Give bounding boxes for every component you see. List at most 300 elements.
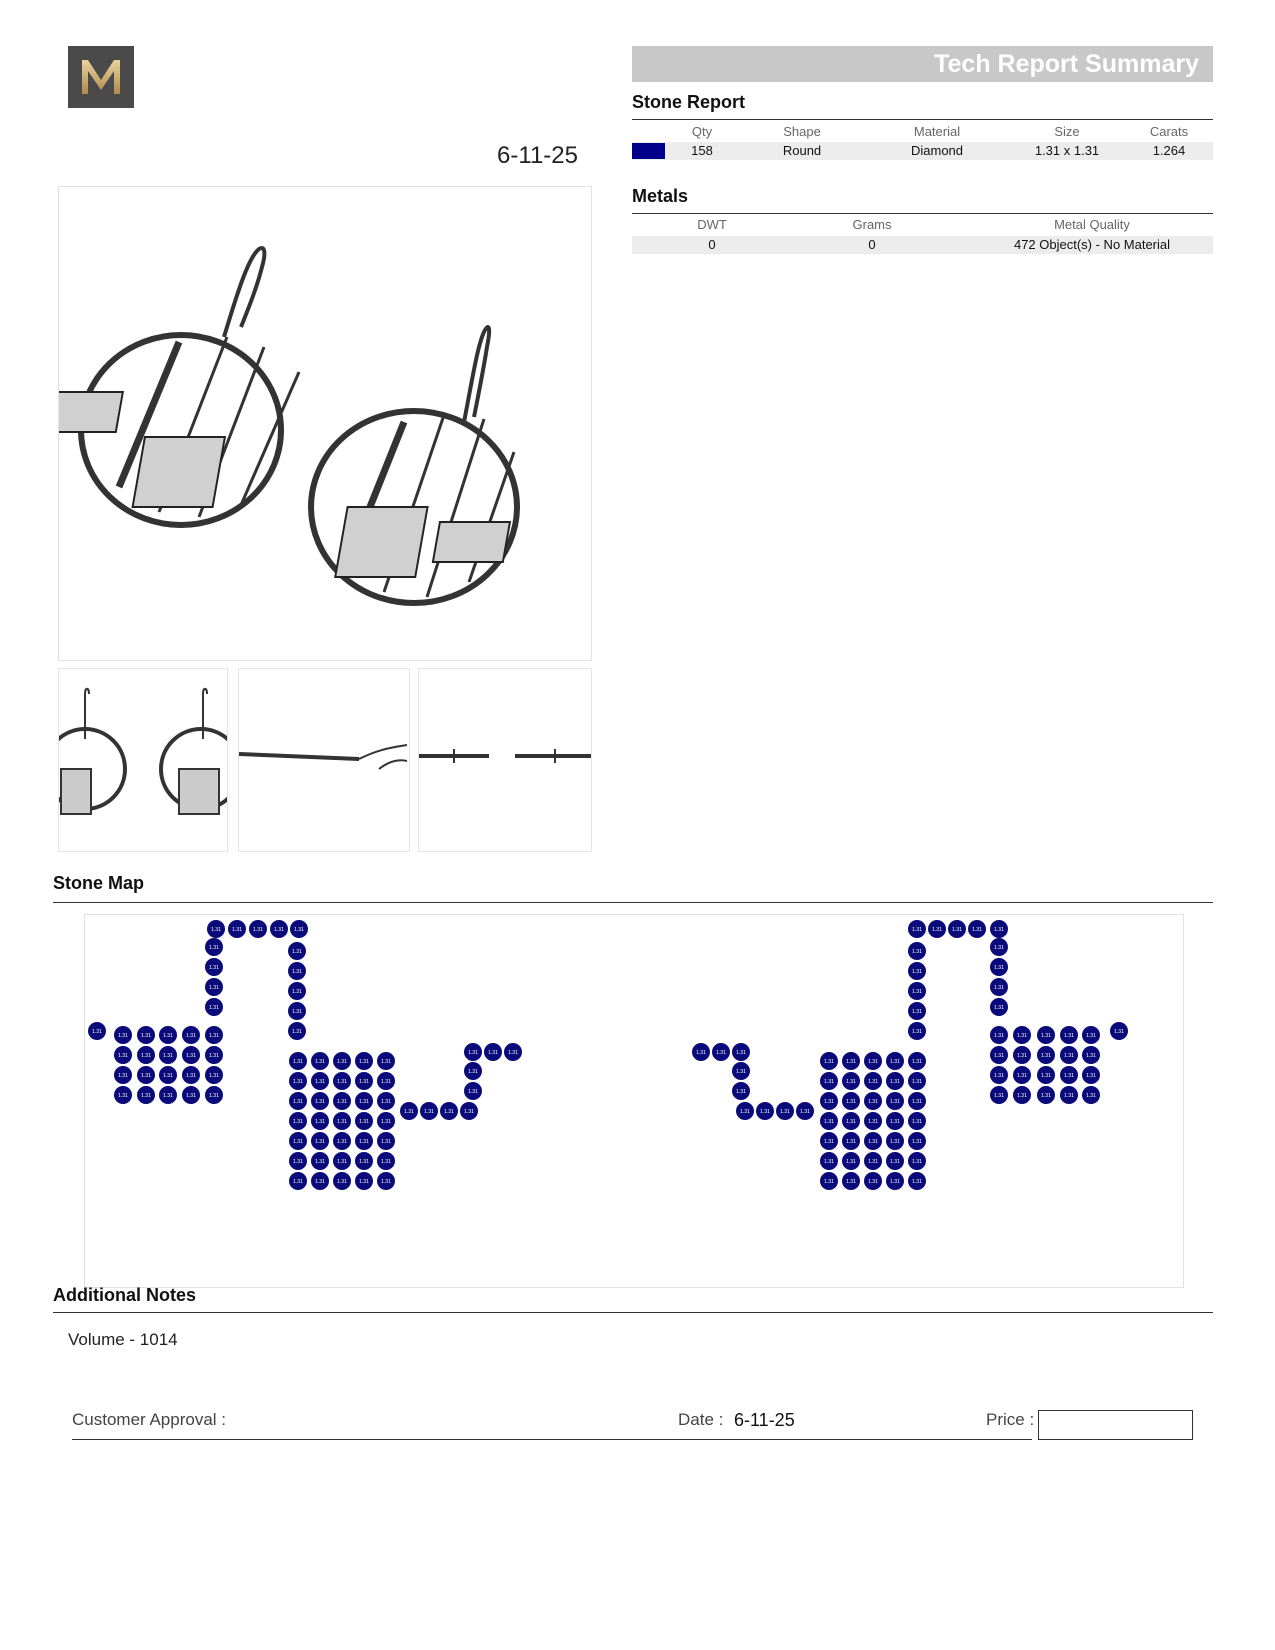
thumbnail-top-view[interactable]	[418, 668, 592, 852]
stone-size-label: 1.31	[508, 1050, 518, 1056]
stone-dot	[842, 1172, 860, 1190]
stone-dot	[182, 1046, 200, 1064]
stone-size-label: 1.31	[488, 1050, 498, 1056]
stone-dot	[776, 1102, 794, 1120]
stone-dot	[333, 1172, 351, 1190]
stone-dot	[355, 1112, 373, 1130]
stone-dot	[205, 1066, 223, 1084]
stone-size-label: 1.31	[292, 1009, 302, 1015]
stone-dot	[377, 1072, 395, 1090]
stone-dot	[333, 1092, 351, 1110]
stone-dot	[377, 1132, 395, 1150]
stone-dot	[864, 1132, 882, 1150]
stone-dot	[205, 978, 223, 996]
stone-dot	[377, 1092, 395, 1110]
stone-dot	[948, 920, 966, 938]
stone-size-label: 1.31	[912, 1159, 922, 1165]
stone-size-label: 1.31	[912, 1119, 922, 1125]
stone-size-label: 1.31	[994, 927, 1004, 933]
stone-size-label: 1.31	[163, 1093, 173, 1099]
stone-size-label: 1.31	[824, 1179, 834, 1185]
stone-size-label: 1.31	[952, 927, 962, 933]
stone-size-label: 1.31	[912, 1079, 922, 1085]
stone-dot	[842, 1052, 860, 1070]
stone-dot	[460, 1102, 478, 1120]
stone-dot	[864, 1072, 882, 1090]
stone-dot	[908, 1132, 926, 1150]
metals-header-row	[632, 217, 1213, 233]
stone-dot	[928, 920, 946, 938]
stone-size-label: 1.31	[293, 1079, 303, 1085]
stone-size-label: 1.31	[359, 1079, 369, 1085]
stone-size-label: 1.31	[293, 1139, 303, 1145]
stone-dot	[288, 1002, 306, 1020]
stone-size-label: 1.31	[824, 1139, 834, 1145]
stone-size-label: 1.31	[1086, 1053, 1096, 1059]
stone-size-label: 1.31	[1086, 1073, 1096, 1079]
notes-text: Volume - 1014	[68, 1330, 178, 1349]
stone-size-label: 1.31	[716, 1050, 726, 1056]
metal-quality: 472 Object(s) - No Material	[1013, 237, 1171, 252]
stone-size-label: 1.31	[464, 1109, 474, 1115]
notes-rule	[53, 1312, 1213, 1313]
stone-dot	[205, 1026, 223, 1044]
stone-report-row	[632, 142, 1213, 160]
stone-size-label: 1.31	[292, 949, 302, 955]
stone-size-label: 1.31	[912, 1059, 922, 1065]
stone-dot	[355, 1132, 373, 1150]
thumbnail-side-view[interactable]	[238, 668, 410, 852]
stone-dot	[311, 1052, 329, 1070]
approval-date-label: Date :	[678, 1410, 724, 1429]
stone-dot	[377, 1172, 395, 1190]
stone-size-label: 1.31	[209, 945, 219, 951]
stone-dot	[1060, 1046, 1078, 1064]
stone-dot	[820, 1052, 838, 1070]
title-bar	[632, 46, 1213, 82]
stone-dot	[464, 1082, 482, 1100]
stone-dot	[732, 1043, 750, 1061]
stone-size-label: 1.31	[1017, 1053, 1027, 1059]
stone-size-label: 1.31	[994, 1093, 1004, 1099]
stone-size-label: 1.31	[315, 1079, 325, 1085]
stone-dot	[289, 1092, 307, 1110]
stone-dot	[820, 1152, 838, 1170]
main-product-view	[58, 186, 592, 661]
stone-dot	[990, 1086, 1008, 1104]
stone-dot	[1037, 1046, 1055, 1064]
stone-dot	[289, 1072, 307, 1090]
stone-size-label: 1.31	[1064, 1093, 1074, 1099]
stone-dot	[842, 1132, 860, 1150]
stone-size-label: 1.31	[868, 1079, 878, 1085]
stone-dot	[1082, 1026, 1100, 1044]
stone-dot	[886, 1092, 904, 1110]
stone-size-label: 1.31	[163, 1053, 173, 1059]
stone-carats: 1.264	[1152, 143, 1186, 158]
stone-size-label: 1.31	[209, 1073, 219, 1079]
stone-dot	[464, 1062, 482, 1080]
stone-size-label: 1.31	[141, 1073, 151, 1079]
stone-dot	[182, 1066, 200, 1084]
stone-dot	[228, 920, 246, 938]
company-logo	[68, 46, 134, 108]
stone-size-label: 1.31	[846, 1079, 856, 1085]
stone-size-label: 1.31	[163, 1073, 173, 1079]
stone-size-label: 1.31	[359, 1119, 369, 1125]
stone-size-label: 1.31	[912, 1139, 922, 1145]
stone-size-label: 1.31	[780, 1109, 790, 1115]
stone-dot	[842, 1072, 860, 1090]
thumb-side-render	[239, 669, 409, 851]
stone-dot	[355, 1092, 373, 1110]
stone-dot	[333, 1152, 351, 1170]
stone-qty: 158	[691, 143, 713, 158]
stone-size-label: 1.31	[232, 927, 242, 933]
stone-dot	[333, 1052, 351, 1070]
stone-size-label: 1.31	[293, 1099, 303, 1105]
stone-dot	[355, 1072, 373, 1090]
metals-row	[632, 236, 1213, 254]
stone-dot	[990, 998, 1008, 1016]
stone-size-label: 1.31	[912, 1099, 922, 1105]
stone-size-label: 1.31	[846, 1059, 856, 1065]
stone-dot	[842, 1152, 860, 1170]
stone-dot	[990, 920, 1008, 938]
stone-size-label: 1.31	[315, 1179, 325, 1185]
stone-dot	[820, 1072, 838, 1090]
stone-dot	[289, 1132, 307, 1150]
stone-dot	[886, 1172, 904, 1190]
thumb-top-render	[419, 669, 591, 851]
stone-dot	[864, 1152, 882, 1170]
stone-size-label: 1.31	[424, 1109, 434, 1115]
stone-material: Diamond	[910, 143, 964, 158]
stone-dot	[464, 1043, 482, 1061]
stone-dot	[355, 1052, 373, 1070]
stone-size-label: 1.31	[315, 1119, 325, 1125]
stone-size-label: 1.31	[381, 1179, 391, 1185]
stone-size-label: 1.31	[315, 1139, 325, 1145]
stone-size-label: 1.31	[1114, 1029, 1124, 1035]
stone-size-label: 1.31	[994, 1053, 1004, 1059]
stone-size-label: 1.31	[890, 1119, 900, 1125]
stone-dot	[864, 1172, 882, 1190]
stone-dot	[1082, 1086, 1100, 1104]
stone-dot	[908, 1112, 926, 1130]
stone-size-label: 1.31	[274, 927, 284, 933]
stone-size-label: 1.31	[868, 1159, 878, 1165]
approval-date-value: 6-11-25	[734, 1410, 795, 1430]
stone-size-label: 1.31	[1041, 1053, 1051, 1059]
stone-dot	[1037, 1066, 1055, 1084]
stone-size-label: 1.31	[186, 1053, 196, 1059]
stone-size-label: 1.31	[736, 1089, 746, 1095]
stone-dot	[205, 938, 223, 956]
stone-size-label: 1.31	[696, 1050, 706, 1056]
stone-dot	[288, 962, 306, 980]
stone-dot	[182, 1026, 200, 1044]
stone-dot	[88, 1022, 106, 1040]
stone-dot	[908, 1172, 926, 1190]
stone-dot	[311, 1132, 329, 1150]
stone-size-label: 1.31	[292, 1029, 302, 1035]
stone-size-label: 1.31	[890, 1059, 900, 1065]
stone-dot	[504, 1043, 522, 1061]
stone-size-label: 1.31	[404, 1109, 414, 1115]
stone-dot	[842, 1112, 860, 1130]
stone-dot	[207, 920, 225, 938]
stone-size-label: 1.31	[315, 1159, 325, 1165]
stone-dot	[400, 1102, 418, 1120]
col-carats: Carats	[1149, 124, 1189, 139]
document-date: 6-11-25	[497, 142, 578, 169]
stone-dot	[1060, 1086, 1078, 1104]
stone-size-label: 1.31	[337, 1139, 347, 1145]
stone-size-label: 1.31	[824, 1119, 834, 1125]
stone-size-label: 1.31	[337, 1119, 347, 1125]
stone-map-diagram	[85, 915, 1183, 1287]
stone-dot	[1013, 1046, 1031, 1064]
stone-size-label: 1.31	[1086, 1033, 1096, 1039]
stone-size-label: 1.31	[209, 1005, 219, 1011]
stone-size-label: 1.31	[315, 1059, 325, 1065]
stone-size-label: 1.31	[163, 1033, 173, 1039]
stone-size-label: 1.31	[890, 1179, 900, 1185]
col-qty: Qty	[691, 124, 713, 139]
stone-size-label: 1.31	[994, 985, 1004, 991]
stone-size-label: 1.31	[1017, 1093, 1027, 1099]
stone-size-label: 1.31	[293, 1159, 303, 1165]
stone-dot	[205, 1046, 223, 1064]
stone-dot	[137, 1086, 155, 1104]
stone-size-label: 1.31	[890, 1099, 900, 1105]
stone-size-label: 1.31	[890, 1139, 900, 1145]
metals-rule	[632, 213, 1213, 214]
stone-dot	[990, 958, 1008, 976]
stone-dot	[249, 920, 267, 938]
col-dwt: DWT	[697, 217, 727, 232]
stone-map-heading: Stone Map	[53, 873, 145, 893]
stone-dot	[182, 1086, 200, 1104]
stone-size-label: 1.31	[1041, 1073, 1051, 1079]
stone-size-label: 1.31	[209, 1033, 219, 1039]
stone-dot	[114, 1086, 132, 1104]
stone-size-label: 1.31	[468, 1089, 478, 1095]
stone-dot	[712, 1043, 730, 1061]
stone-size-label: 1.31	[337, 1179, 347, 1185]
stone-size-label: 1.31	[359, 1139, 369, 1145]
stone-report-rule	[632, 119, 1213, 120]
stone-size-label: 1.31	[186, 1093, 196, 1099]
col-grams: Grams	[852, 217, 892, 232]
stone-dot	[820, 1092, 838, 1110]
stone-dot	[908, 1092, 926, 1110]
stone-dot	[333, 1072, 351, 1090]
stone-size-label: 1.31	[359, 1179, 369, 1185]
stone-dot	[1013, 1026, 1031, 1044]
stone-size-label: 1.31	[846, 1119, 856, 1125]
stone-dot	[736, 1102, 754, 1120]
stone-size-label: 1.31	[209, 1053, 219, 1059]
stone-size-label: 1.31	[846, 1159, 856, 1165]
stone-size-label: 1.31	[994, 945, 1004, 951]
stone-dot	[114, 1066, 132, 1084]
stone-size-label: 1.31	[1041, 1093, 1051, 1099]
stone-size-label: 1.31	[1017, 1073, 1027, 1079]
stone-size-label: 1.31	[912, 1009, 922, 1015]
stone-size-label: 1.31	[337, 1079, 347, 1085]
stone-size-label: 1.31	[381, 1059, 391, 1065]
stone-size-label: 1.31	[1017, 1033, 1027, 1039]
stone-size-label: 1.31	[337, 1059, 347, 1065]
stone-size-label: 1.31	[912, 949, 922, 955]
stone-dot	[908, 920, 926, 938]
stone-map-rule	[53, 902, 1213, 903]
stone-size-label: 1.31	[912, 1029, 922, 1035]
stone-report-header-row	[632, 124, 1213, 140]
stone-size-label: 1.31	[846, 1139, 856, 1145]
stone-size-label: 1.31	[932, 927, 942, 933]
stone-dot	[990, 1066, 1008, 1084]
stone-size-label: 1.31	[293, 1119, 303, 1125]
stone-size-label: 1.31	[994, 1073, 1004, 1079]
stone-size-label: 1.31	[846, 1179, 856, 1185]
stone-size-label: 1.31	[381, 1159, 391, 1165]
stone-dot	[159, 1066, 177, 1084]
earrings-render	[59, 187, 591, 660]
stone-size-label: 1.31	[890, 1159, 900, 1165]
stone-size-label: 1.31	[468, 1050, 478, 1056]
stone-dot	[311, 1172, 329, 1190]
approval-signature-line[interactable]	[72, 1439, 1032, 1440]
stone-size-label: 1.31	[141, 1033, 151, 1039]
stone-dot	[159, 1086, 177, 1104]
stone-size-label: 1.31	[890, 1079, 900, 1085]
price-label: Price :	[986, 1410, 1035, 1429]
stone-dot	[820, 1132, 838, 1150]
stone-dot	[288, 1022, 306, 1040]
stone-size-label: 1.31	[209, 985, 219, 991]
stone-size-label: 1.31	[381, 1079, 391, 1085]
stone-dot	[288, 982, 306, 1000]
stone-dot	[290, 920, 308, 938]
stone-dot	[159, 1046, 177, 1064]
price-input[interactable]	[1038, 1410, 1193, 1440]
stone-size-label: 1.31	[868, 1179, 878, 1185]
stone-dot	[1037, 1026, 1055, 1044]
stone-size-label: 1.31	[972, 927, 982, 933]
stone-dot	[289, 1112, 307, 1130]
stone-dot	[311, 1092, 329, 1110]
stone-size: 1.31 x 1.31	[1034, 143, 1100, 158]
stone-size-label: 1.31	[337, 1159, 347, 1165]
stone-size-label: 1.31	[118, 1093, 128, 1099]
stone-dot	[886, 1112, 904, 1130]
stone-size-label: 1.31	[1064, 1073, 1074, 1079]
stone-dot	[908, 962, 926, 980]
stone-dot	[886, 1072, 904, 1090]
stone-dot	[864, 1112, 882, 1130]
stone-size-label: 1.31	[1086, 1093, 1096, 1099]
stone-size-label: 1.31	[760, 1109, 770, 1115]
stone-size-label: 1.31	[118, 1053, 128, 1059]
stone-dot	[732, 1062, 750, 1080]
stone-size-label: 1.31	[912, 989, 922, 995]
metal-grams: 0	[868, 237, 876, 252]
stone-size-label: 1.31	[294, 927, 304, 933]
stone-dot	[377, 1152, 395, 1170]
stone-dot	[440, 1102, 458, 1120]
stone-map-canvas	[84, 914, 1184, 1288]
stone-dot	[377, 1052, 395, 1070]
stone-dot	[1060, 1066, 1078, 1084]
stone-dot	[289, 1152, 307, 1170]
stone-size-label: 1.31	[315, 1099, 325, 1105]
stone-size-label: 1.31	[118, 1073, 128, 1079]
stone-dot	[908, 982, 926, 1000]
stone-size-label: 1.31	[868, 1059, 878, 1065]
stone-size-label: 1.31	[1064, 1053, 1074, 1059]
stone-size-label: 1.31	[824, 1099, 834, 1105]
stone-dot	[484, 1043, 502, 1061]
stone-size-label: 1.31	[293, 1059, 303, 1065]
thumbnail-front-view[interactable]	[58, 668, 228, 852]
stone-size-label: 1.31	[468, 1069, 478, 1075]
stone-dot	[864, 1052, 882, 1070]
stone-size-label: 1.31	[994, 965, 1004, 971]
metal-dwt: 0	[708, 237, 716, 252]
stone-size-label: 1.31	[211, 927, 221, 933]
additional-notes-heading: Additional Notes	[53, 1285, 196, 1305]
stone-dot	[990, 938, 1008, 956]
stone-dot	[908, 1152, 926, 1170]
stone-dot	[908, 1022, 926, 1040]
stone-dot	[990, 1026, 1008, 1044]
stone-size-label: 1.31	[209, 1093, 219, 1099]
stone-size-label: 1.31	[824, 1059, 834, 1065]
stone-dot	[205, 1086, 223, 1104]
stone-dot	[692, 1043, 710, 1061]
stone-dot	[864, 1092, 882, 1110]
stone-size-label: 1.31	[92, 1029, 102, 1035]
logo-m-icon	[68, 46, 134, 108]
stone-size-label: 1.31	[141, 1093, 151, 1099]
stone-dot	[333, 1132, 351, 1150]
stone-dot	[756, 1102, 774, 1120]
stone-dot	[311, 1112, 329, 1130]
stone-size-label: 1.31	[359, 1059, 369, 1065]
stone-dot	[270, 920, 288, 938]
stone-dot	[355, 1152, 373, 1170]
stone-size-label: 1.31	[292, 969, 302, 975]
stone-size-label: 1.31	[186, 1073, 196, 1079]
stone-size-label: 1.31	[186, 1033, 196, 1039]
stone-size-label: 1.31	[994, 1005, 1004, 1011]
stone-dot	[420, 1102, 438, 1120]
stone-size-label: 1.31	[740, 1109, 750, 1115]
stone-size-label: 1.31	[994, 1033, 1004, 1039]
stone-report-heading: Stone Report	[632, 92, 746, 112]
col-metal-quality: Metal Quality	[1054, 217, 1130, 232]
stone-size-label: 1.31	[444, 1109, 454, 1115]
metals-heading: Metals	[632, 186, 689, 206]
stone-dot	[1082, 1046, 1100, 1064]
stone-size-label: 1.31	[292, 989, 302, 995]
stone-size-label: 1.31	[868, 1139, 878, 1145]
stone-dot	[968, 920, 986, 938]
stone-dot	[311, 1072, 329, 1090]
